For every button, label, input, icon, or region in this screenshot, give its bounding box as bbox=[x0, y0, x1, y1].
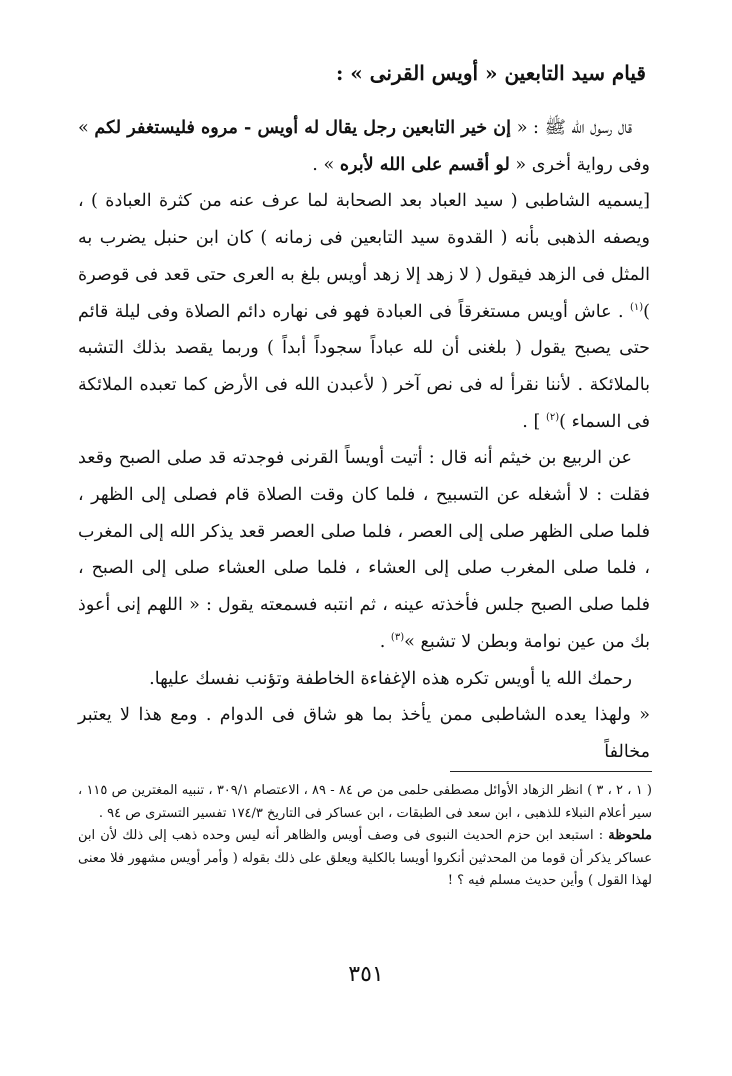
hadith-alt-narration: لو أقسم على الله لأبره bbox=[339, 153, 510, 175]
footnote-ref-3[interactable]: (٣) bbox=[390, 631, 405, 643]
continuation-paragraph: « ولهذا يعده الشاطبى ممن يأخذ بما هو شاق فى الدوام . ومع هذا لا يعتبر مخالفاً bbox=[78, 705, 650, 762]
footnote-ref-2[interactable]: (٢) bbox=[545, 411, 560, 423]
hadith-paragraph bbox=[78, 110, 650, 183]
hadith-intro: قال رسول الله ﷺ : « bbox=[516, 118, 633, 138]
section-heading: قيام سيد التابعين « أويس القرنى » : bbox=[335, 61, 646, 85]
shatibi-text-2: . عاش أويس مستغرقاً فى العبادة فهو فى نهاره دائم الصلاة وفى ليلة قائم حتى يصبح يقول ( بلغنى أن لله عباداً سجوداً أبداً ) وربما يقصد بذلك التشبه بالملائكة . لأننا نقرأ له فى نص آخر ( لأعبدن الله فى الأرض كما تعبده الملائكة فى السماء ) bbox=[78, 301, 650, 432]
shatibi-paragraph bbox=[78, 183, 650, 440]
remark-label: ملحوظة bbox=[608, 828, 652, 843]
footnote-remark bbox=[78, 825, 652, 893]
page-number: ٣٥١ bbox=[348, 962, 384, 987]
footnotes bbox=[78, 780, 652, 893]
shatibi-text-3: ] . bbox=[522, 411, 541, 432]
reflection-paragraph: رحمك الله يا أويس تكره هذه الإغفاءة الخاطفة وتؤنب نفسك عليها. bbox=[149, 668, 632, 689]
hadith-text: إن خير التابعين رجل يقال له أويس - مروه فليستغفر لكم bbox=[94, 117, 512, 138]
footnote-divider bbox=[450, 771, 652, 772]
hadith-mid: » وفى رواية أخرى « bbox=[78, 118, 650, 175]
rabi-paragraph bbox=[78, 440, 650, 660]
footnote-sources: ( ١ ، ٢ ، ٣ ) انظر الزهاد الأوائل مصطفى حلمى من ص ٨٤ - ٨٩ ، الاعتصام ٣٠٩/١ ، تنبيه المغترين ص ١١٥ ، سير أعلام النبلاء للذهبى ، ابن سعد فى الطبقات ، ابن عساكر فى التاريخ ١٧٤/٣ تفسير التسترى ص ٩٤ . bbox=[78, 783, 652, 821]
body-text bbox=[78, 110, 650, 771]
remark-text: : استبعد ابن حزم الحديث النبوى فى وصف أويس والظاهر أنه ليس وحده ذهب إلى ذلك لأن ابن عساكر يذكر أن قوما من المحدثين أنكروا أويسا بالكلية ويعلق على ذلك بقوله ( وأمر أويس مشهور فلا معنى لهذا القول ) وأين حديث مسلم فيه ؟ ! bbox=[78, 828, 652, 888]
rabi-text-2: . bbox=[379, 631, 386, 652]
footnote-ref-1[interactable]: (١) bbox=[629, 301, 644, 313]
shatibi-text-1: [يسميه الشاطبى ( سيد العباد بعد الصحابة لما عرف عنه من كثرة العبادة ) ، ويصفه الذهبى بأنه ( القدوة سيد التابعين فى زمانه ) كان ابن حنبل يضرب به المثل فى الزهد فيقول ( لا زهد إلا زهد أويس بلغ به العرى حتى قعد فى قوصرة ) bbox=[78, 191, 650, 322]
rabi-text-1: عن الربيع بن خيثم أنه قال : أتيت أويساً القرنى فوجدته قد صلى الصبح وقعد فقلت : لا أشغله عن التسبيح ، فلما كان وقت الصلاة قام فصلى إلى الظهر ، فلما صلى الظهر صلى إلى العصر ، فلما صلى العصر قعد يذكر الله إلى المغرب ، فلما صلى المغرب صلى إلى العشاء ، فلما صلى العشاء صلى إلى الصبح ، فلما صلى الصبح جلس فأخذته عينه ، ثم انتبه فسمعته يقول : « اللهم إنى أعوذ بك من عين نوامة وبطن لا تشبع » bbox=[78, 448, 650, 652]
hadith-end: » . bbox=[312, 154, 335, 175]
